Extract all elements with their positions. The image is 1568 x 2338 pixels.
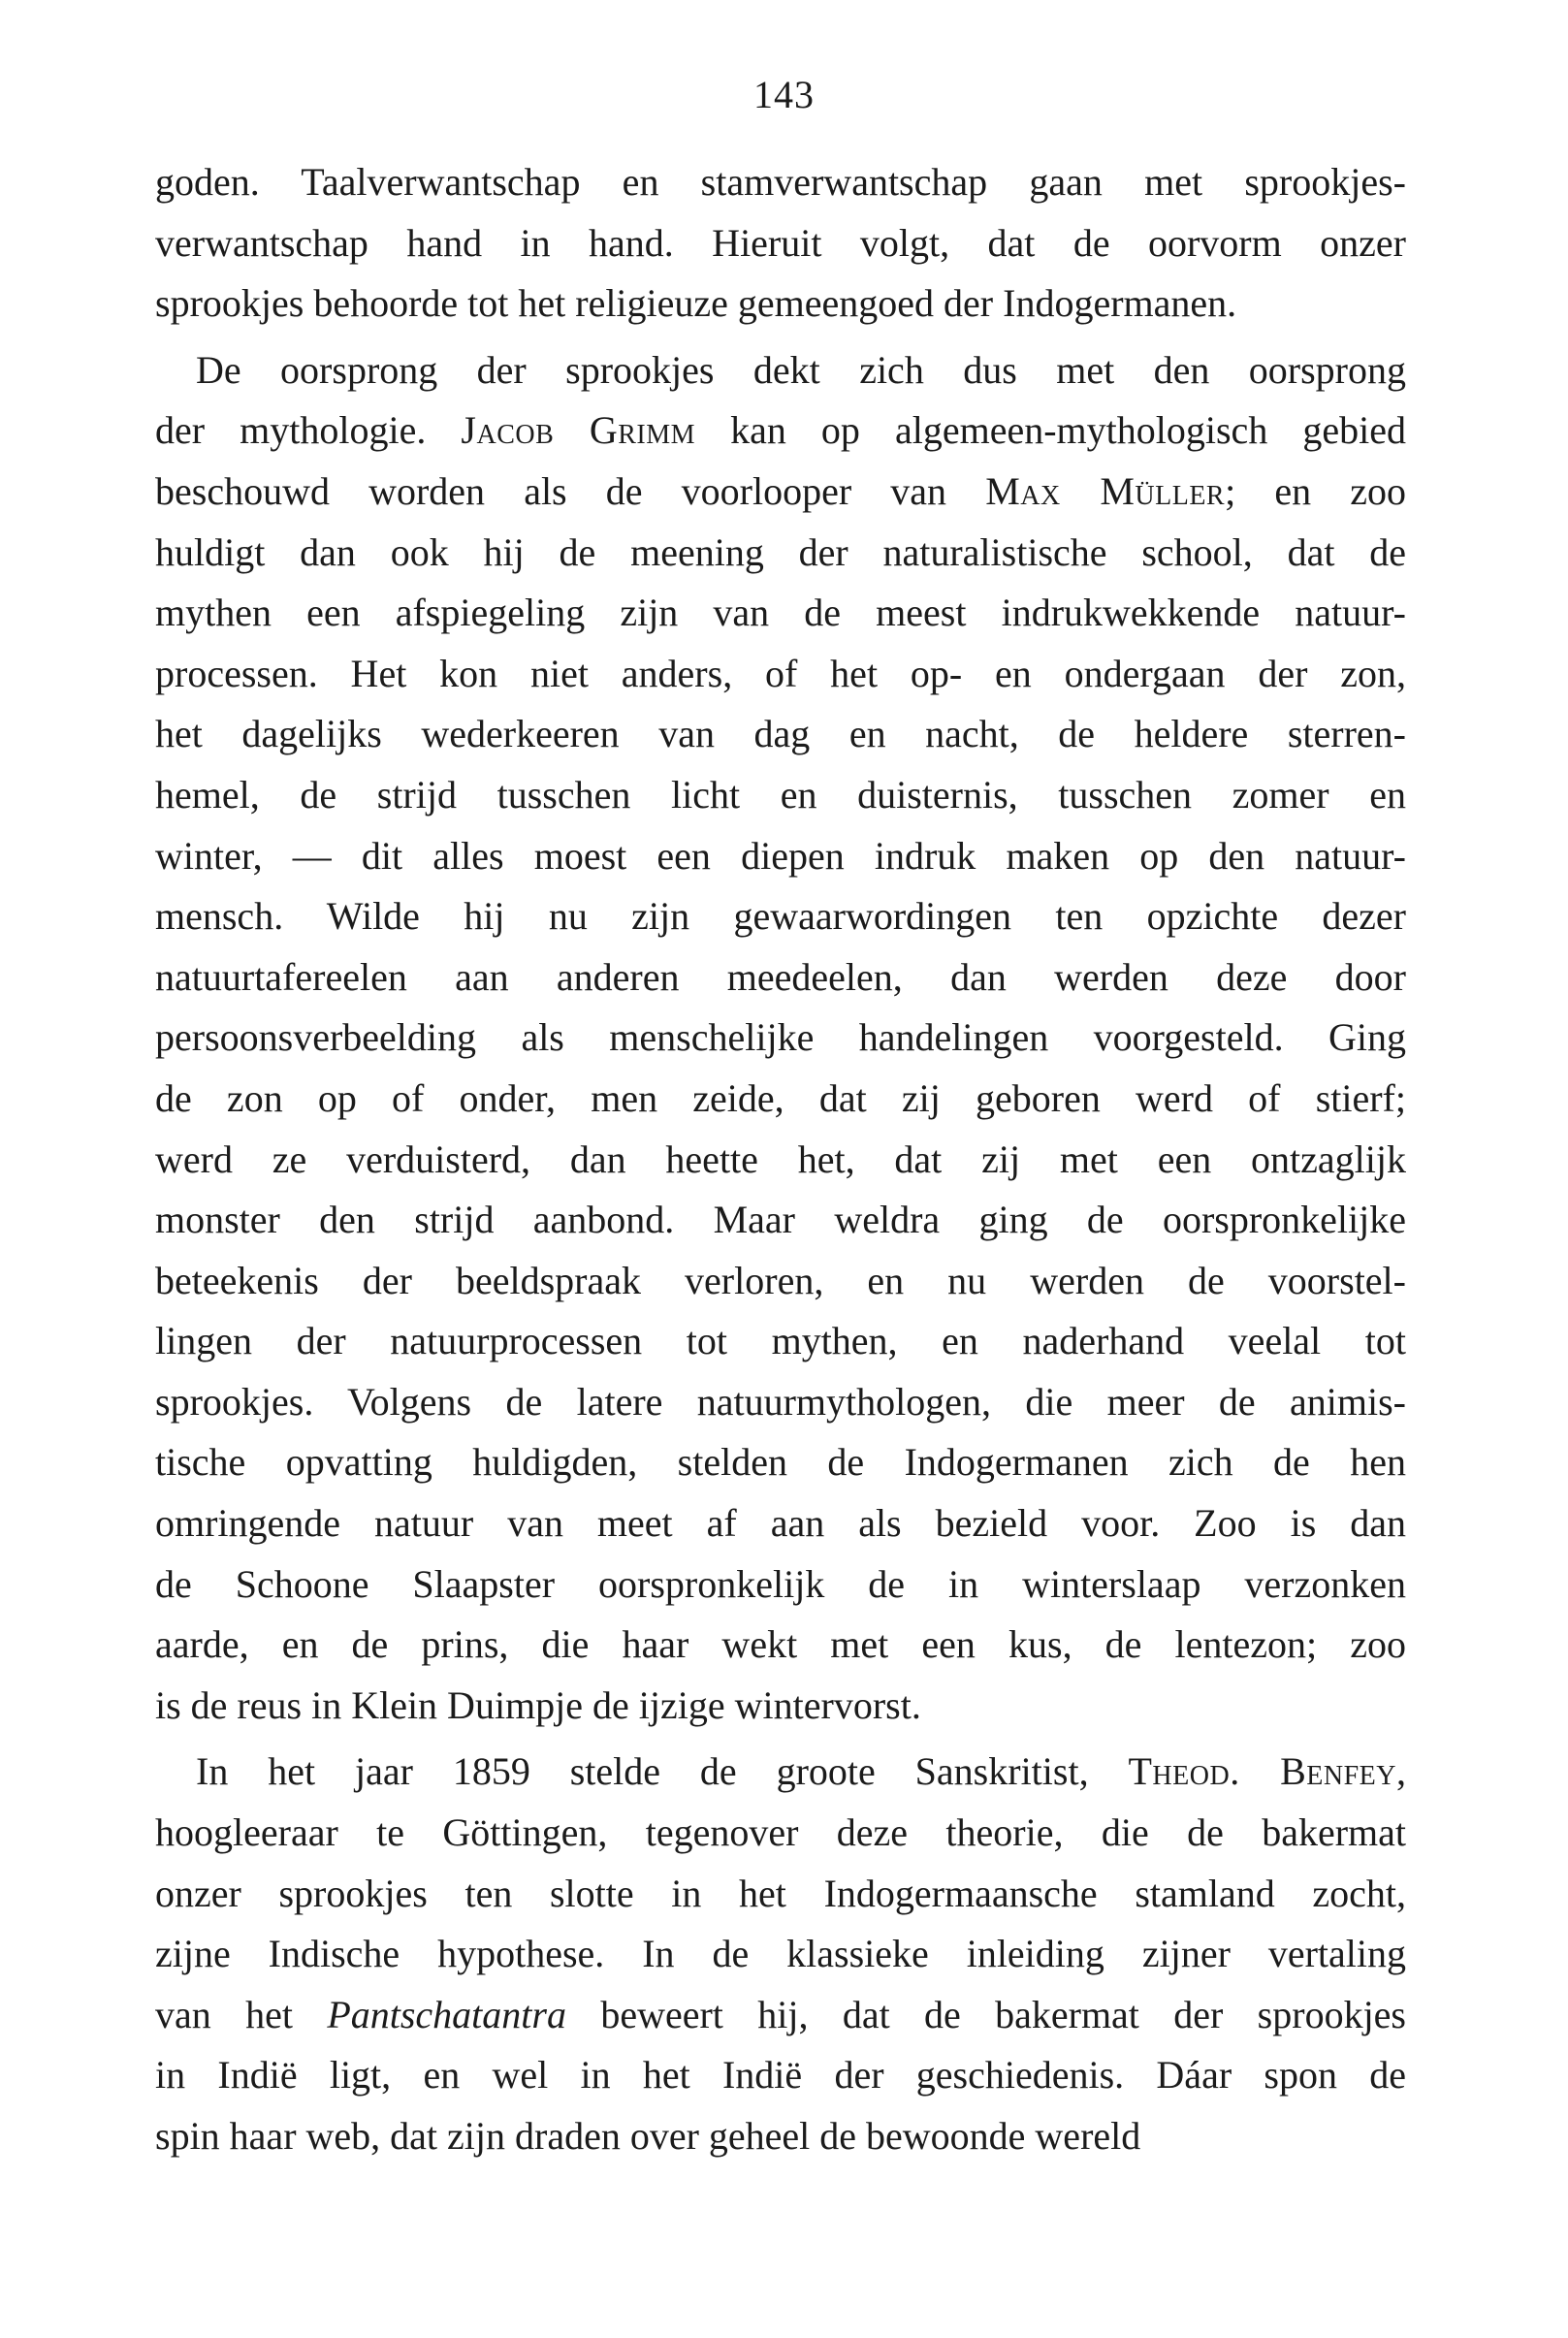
text-line xyxy=(155,1985,1406,2046)
line-text: van het xyxy=(155,1992,328,2036)
line-text: , xyxy=(1396,1749,1407,1794)
text-line: verwantschap hand in hand. Hieruit volgt, dat de oorvorm onzer xyxy=(155,220,1406,265)
text-line: winter, — dit alles moest een diepen indruk maken op den natuur- xyxy=(155,833,1406,878)
text-line: is de reus in Klein Duimpje de ijzige wintervorst. xyxy=(155,1682,921,1727)
text-line: processen. Het kon niet anders, of het op- en ondergaan der zon, xyxy=(155,651,1406,695)
text-line: De oorsprong der sprookjes dekt zich dus met den oorsprong xyxy=(196,347,1406,392)
text-line: hoogleeraar te Göttingen, tegenover deze theorie, die de bakermat xyxy=(155,1810,1406,1855)
text-line: het dagelijks wederkeeren van dag en nacht, de heldere sterren- xyxy=(155,712,1406,756)
text-line: mensch. Wilde hij nu zijn gewaarwordingen ten opzichte dezer xyxy=(155,894,1406,939)
text-line: in Indië ligt, en wel in het Indië der geschiedenis. Dáar spon de xyxy=(155,2053,1406,2098)
line-text: beweert hij, dat de bakermat der sprookjes xyxy=(565,1992,1406,2036)
text-line: lingen der natuurprocessen tot mythen, en naderhand veelal tot xyxy=(155,1319,1406,1363)
text-line: de Schoone Slaapster oorspronkelijk de in winterslaap verzonken xyxy=(155,1561,1406,1606)
text-line: huldigt dan ook hij de meening der naturalistische school, dat de xyxy=(155,529,1406,574)
line-text: der mythologie. xyxy=(155,408,462,453)
author-name: Jacob Grimm xyxy=(461,408,696,453)
text-line: natuurtafereelen aan anderen meedeelen, dan werden deze door xyxy=(155,954,1406,999)
text-line: onzer sprookjes ten slotte in het Indogermaansche stamland zocht, xyxy=(155,1871,1406,1915)
body-text xyxy=(155,152,1406,2167)
author-name: Max Müller xyxy=(985,468,1226,513)
text-line: sprookjes. Volgens de latere natuurmythologen, die meer de animis- xyxy=(155,1379,1406,1424)
text-line: beteekenis der beeldspraak verloren, en nu werden de voorstel- xyxy=(155,1258,1406,1302)
author-name: Theod. Benfey xyxy=(1128,1749,1397,1794)
text-line: goden. Taalverwantschap en stamverwantschap gaan met sprookjes- xyxy=(155,160,1406,204)
text-line: monster den strijd aanbond. Maar weldra ging de oorspronkelijke xyxy=(155,1198,1406,1242)
text-line: tische opvatting huldigden, stelden de Indogermanen zich de hen xyxy=(155,1440,1406,1485)
line-text: ; en zoo xyxy=(1225,468,1407,513)
text-line: sprookjes behoorde tot het religieuze gemeengoed der Indogermanen. xyxy=(155,281,1237,326)
text-line: de zon op of onder, men zeide, dat zij geboren werd of stierf; xyxy=(155,1075,1406,1120)
line-text: beschouwd worden als de voorlooper van xyxy=(155,468,986,513)
line-text: kan op algemeen-mythologisch gebied xyxy=(695,408,1407,453)
text-line xyxy=(155,462,1406,523)
text-line xyxy=(155,1742,1406,1803)
text-line: spin haar web, dat zijn draden over geheel de bewoonde wereld xyxy=(155,2114,1141,2158)
paragraph xyxy=(155,1742,1406,2166)
line-text: In het jaar 1859 stelde de groote Sanskritist, xyxy=(196,1749,1129,1794)
text-line: persoonsverbeelding als menschelijke handelingen voorgesteld. Ging xyxy=(155,1015,1406,1060)
book-title: Pantschatantra xyxy=(327,1992,566,2036)
paragraph xyxy=(155,340,1406,1737)
text-line: aarde, en de prins, die haar wekt met een kus, de lentezon; zoo xyxy=(155,1622,1406,1667)
page-number: 143 xyxy=(753,73,815,116)
text-line xyxy=(155,400,1406,462)
text-line: zijne Indische hypothese. In de klassieke inleiding zijner vertaling xyxy=(155,1932,1406,1976)
paragraph xyxy=(155,152,1406,335)
text-line: omringende natuur van meet af aan als bezield voor. Zoo is dan xyxy=(155,1501,1406,1546)
text-line: werd ze verduisterd, dan heette het, dat zij met een ontzaglijk xyxy=(155,1137,1406,1181)
text-line: mythen een afspiegeling zijn van de meest indrukwekkende natuur- xyxy=(155,591,1406,635)
text-line: hemel, de strijd tusschen licht en duisternis, tusschen zomer en xyxy=(155,772,1406,817)
